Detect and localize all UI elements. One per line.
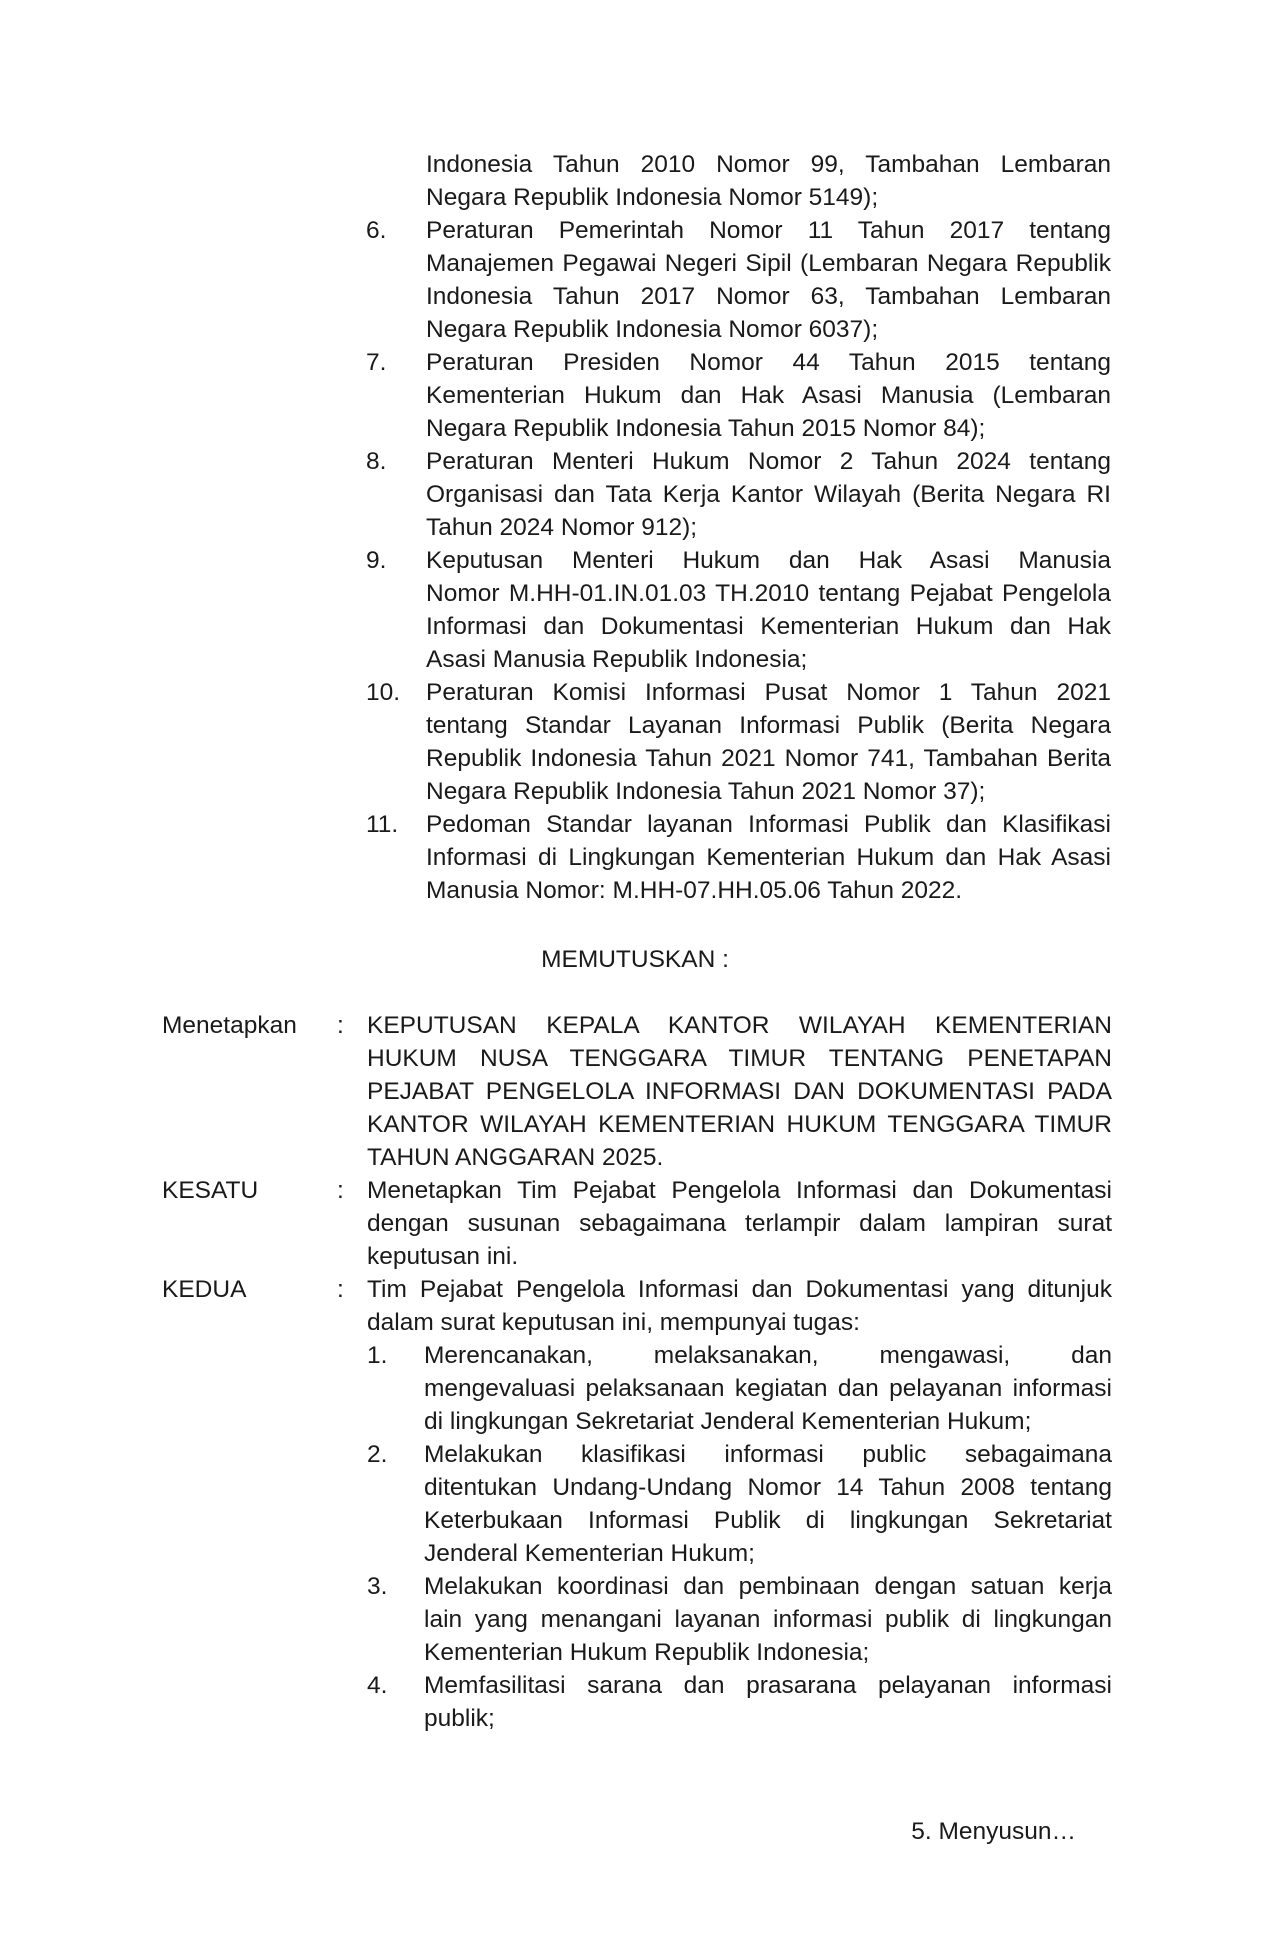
text-line: Kementerian Hukum Republik Indonesia; bbox=[424, 1639, 870, 1666]
item-number: 4. bbox=[367, 1672, 388, 1699]
duty-item-3 bbox=[367, 1570, 1112, 1669]
kedua-section bbox=[162, 1273, 1112, 1735]
text-line: Kementerian Hukum dan Hak Asasi Manusia (Lembaran bbox=[426, 382, 1111, 409]
kesatu-body bbox=[367, 1174, 1112, 1273]
considering-item-continuation bbox=[366, 148, 1111, 214]
text-line: di lingkungan Sekretariat Jenderal Kementerian Hukum; bbox=[424, 1408, 1032, 1435]
text-line: Asasi Manusia Republik Indonesia; bbox=[426, 646, 808, 673]
text-line: Keterbukaan Informasi Publik di lingkungan Sekretariat bbox=[424, 1507, 1112, 1534]
text-line: Negara Republik Indonesia Tahun 2015 Nomor 84); bbox=[426, 415, 986, 442]
duty-item-2 bbox=[367, 1438, 1112, 1570]
considering-item-8 bbox=[366, 445, 1111, 544]
duties-list bbox=[367, 1339, 1112, 1735]
text-line: Indonesia Tahun 2010 Nomor 99, Tambahan Lembaran bbox=[426, 151, 1111, 178]
text-line: Peraturan Komisi Informasi Pusat Nomor 1 Tahun 2021 bbox=[426, 679, 1111, 706]
text-line: dalam surat keputusan ini, mempunyai tugas: bbox=[367, 1309, 860, 1336]
separator-colon: : bbox=[337, 1276, 344, 1303]
text-line: Keputusan Menteri Hukum dan Hak Asasi Manusia bbox=[426, 547, 1111, 574]
text-line: KEPUTUSAN KEPALA KANTOR WILAYAH KEMENTERIAN bbox=[367, 1012, 1112, 1039]
duty-item-1 bbox=[367, 1339, 1112, 1438]
text-line: mengevaluasi pelaksanaan kegiatan dan pelayanan informasi bbox=[424, 1375, 1112, 1402]
item-number: 9. bbox=[366, 547, 387, 574]
considering-list bbox=[366, 148, 1111, 907]
text-line: Tim Pejabat Pengelola Informasi dan Dokumentasi yang ditunjuk bbox=[367, 1276, 1112, 1303]
text-line: Menetapkan Tim Pejabat Pengelola Informasi dan Dokumentasi bbox=[367, 1177, 1112, 1204]
text-line: Manajemen Pegawai Negeri Sipil (Lembaran Negara Republik bbox=[426, 250, 1111, 277]
page-continuation-note: 5. Menyusun… bbox=[911, 1818, 1076, 1845]
menetapkan-body bbox=[367, 1009, 1112, 1174]
text-line: Negara Republik Indonesia Tahun 2021 Nomor 37); bbox=[426, 778, 986, 805]
text-line: Merencanakan, melaksanakan, mengawasi, dan bbox=[424, 1342, 1112, 1369]
text-line: Negara Republik Indonesia Nomor 6037); bbox=[426, 316, 879, 343]
considering-item-7 bbox=[366, 346, 1111, 445]
text-line: KANTOR WILAYAH KEMENTERIAN HUKUM TENGGARA TIMUR bbox=[367, 1111, 1112, 1138]
text-line: Peraturan Menteri Hukum Nomor 2 Tahun 2024 tentang bbox=[426, 448, 1111, 475]
item-number: 11. bbox=[366, 811, 399, 838]
considering-item-9 bbox=[366, 544, 1111, 676]
text-line: Tahun 2024 Nomor 912); bbox=[426, 514, 698, 541]
text-line: dengan susunan sebagaimana terlampir dalam lampiran surat bbox=[367, 1210, 1112, 1237]
considering-item-11 bbox=[366, 808, 1111, 907]
text-line: Negara Republik Indonesia Nomor 5149); bbox=[426, 184, 879, 211]
item-number: 6. bbox=[366, 217, 387, 244]
item-number: 2. bbox=[367, 1441, 388, 1468]
text-line: Peraturan Presiden Nomor 44 Tahun 2015 tentang bbox=[426, 349, 1111, 376]
item-number: 10. bbox=[366, 679, 401, 706]
text-line: keputusan ini. bbox=[367, 1243, 519, 1270]
considering-item-6 bbox=[366, 214, 1111, 346]
memutuskan-heading: MEMUTUSKAN : bbox=[541, 946, 729, 973]
menetapkan-label: Menetapkan bbox=[162, 1012, 297, 1039]
item-number: 7. bbox=[366, 349, 387, 376]
menetapkan-section bbox=[162, 1009, 1112, 1174]
text-line: tentang Standar Layanan Informasi Publik (Berita Negara bbox=[426, 712, 1111, 739]
text-line: Pedoman Standar layanan Informasi Publik dan Klasifikasi bbox=[426, 811, 1111, 838]
item-number: 1. bbox=[367, 1342, 388, 1369]
text-line: Informasi di Lingkungan Kementerian Hukum dan Hak Asasi bbox=[426, 844, 1111, 871]
text-line: PEJABAT PENGELOLA INFORMASI DAN DOKUMENTASI PADA bbox=[367, 1078, 1112, 1105]
text-line: Republik Indonesia Tahun 2021 Nomor 741, Tambahan Berita bbox=[426, 745, 1111, 772]
kesatu-label: KESATU bbox=[162, 1177, 259, 1204]
considering-item-10 bbox=[366, 676, 1111, 808]
separator-colon: : bbox=[337, 1012, 344, 1039]
text-line: Peraturan Pemerintah Nomor 11 Tahun 2017 tentang bbox=[426, 217, 1111, 244]
text-line: HUKUM NUSA TENGGARA TIMUR TENTANG PENETAPAN bbox=[367, 1045, 1112, 1072]
item-number: 8. bbox=[366, 448, 387, 475]
separator-colon: : bbox=[337, 1177, 344, 1204]
kedua-label: KEDUA bbox=[162, 1276, 247, 1303]
item-number: 3. bbox=[367, 1573, 388, 1600]
text-line: Memfasilitasi sarana dan prasarana pelayanan informasi bbox=[424, 1672, 1112, 1699]
text-line: Informasi dan Dokumentasi Kementerian Hukum dan Hak bbox=[426, 613, 1111, 640]
duty-item-4 bbox=[367, 1669, 1112, 1735]
text-line: TAHUN ANGGARAN 2025. bbox=[367, 1144, 664, 1171]
text-line: Manusia Nomor: M.HH-07.HH.05.06 Tahun 2022. bbox=[426, 877, 963, 904]
text-line: Nomor M.HH-01.IN.01.03 TH.2010 tentang Pejabat Pengelola bbox=[426, 580, 1111, 607]
text-line: Organisasi dan Tata Kerja Kantor Wilayah (Berita Negara RI bbox=[426, 481, 1111, 508]
text-line: publik; bbox=[424, 1705, 495, 1732]
text-line: Indonesia Tahun 2017 Nomor 63, Tambahan Lembaran bbox=[426, 283, 1111, 310]
text-line: lain yang menangani layanan informasi publik di lingkungan bbox=[424, 1606, 1112, 1633]
text-line: Melakukan klasifikasi informasi public sebagaimana bbox=[424, 1441, 1112, 1468]
text-line: Melakukan koordinasi dan pembinaan dengan satuan kerja bbox=[424, 1573, 1112, 1600]
text-line: Jenderal Kementerian Hukum; bbox=[424, 1540, 755, 1567]
kesatu-section bbox=[162, 1174, 1112, 1273]
kedua-body bbox=[367, 1273, 1112, 1735]
text-line: ditentukan Undang-Undang Nomor 14 Tahun 2008 tentang bbox=[424, 1474, 1112, 1501]
